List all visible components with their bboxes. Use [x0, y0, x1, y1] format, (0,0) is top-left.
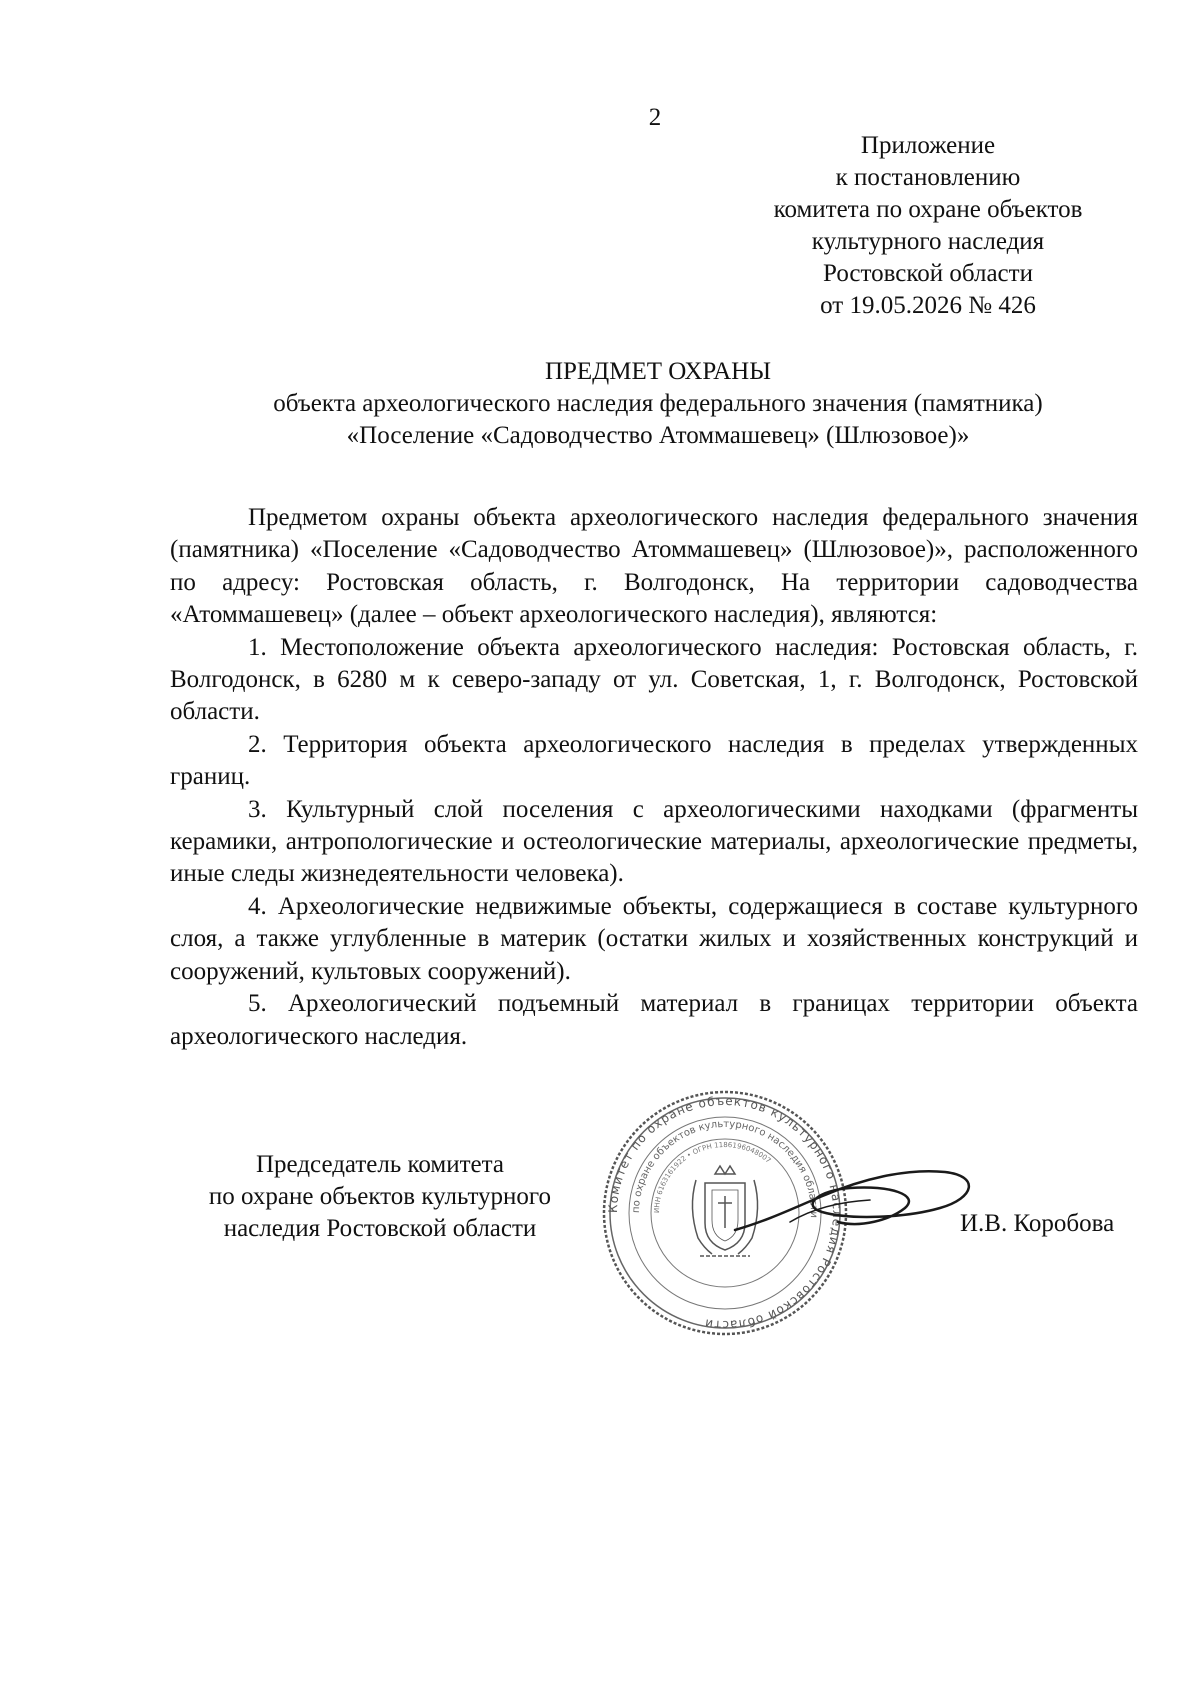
appendix-block [748, 130, 1108, 322]
signatory-position-line: по охране объектов культурного [208, 1183, 552, 1210]
handwritten-signature [730, 1150, 990, 1250]
signatory-position-line: Председатель комитета [256, 1151, 504, 1178]
title-subtitle-line: объекта археологического наследия федерального значения (памятника) [273, 390, 1043, 417]
body-intro-paragraph: Предметом охраны объекта археологического наследия федерального значения (памятника) «Поселение «Садоводчество Атоммашевец» (Шлюзовое)», расположенного по адресу: Ростовская область, г. Волгодонск, На территории садоводчества «Атоммашевец» (далее – объект археологического наследия), являются: [170, 504, 1138, 629]
document-title [170, 356, 1146, 452]
appendix-line: Ростовской области [823, 260, 1033, 287]
appendix-date-line: от 19.05.2026 № 426 [820, 292, 1036, 319]
title-subtitle-line: «Поселение «Садоводчество Атоммашевец» (Шлюзовое)» [346, 422, 970, 449]
appendix-line: культурного наследия [811, 228, 1045, 255]
body-list-item: 4. Археологические недвижимые объекты, содержащиеся в составе культурного слоя, а также углубленные в материк (остатки жилых и хозяйственных конструкций и сооружений, культовых сооружений). [170, 892, 1138, 985]
appendix-line: к постановлению [835, 164, 1021, 191]
signatory-position-line: наследия Ростовской области [223, 1215, 537, 1242]
stamp-inner-text: по охране объектов культурного наследия области [630, 1118, 820, 1218]
body-list-item: 5. Археологический подъемный материал в границах территории объекта археологического наследия. [170, 990, 1138, 1050]
signatory-name: И.В. Коробова [960, 1210, 1115, 1237]
appendix-line: комитета по охране объектов [773, 196, 1083, 223]
signatory-position [170, 1149, 590, 1245]
body-list-item: 2. Территория объекта археологического наследия в пределах утвержденных границ. [170, 730, 1138, 791]
stamp-id-text: ИНН 6163161922 • ОГРН 1186196048007 [652, 1140, 773, 1214]
body-list-item: 1. Местоположение объекта археологического наследия: Ростовская область, г. Волгодонск, в 6280 м к северо-западу от ул. Советская, 1, г. Волгодонск, Ростовской области. [170, 633, 1138, 726]
appendix-line: Приложение [860, 132, 996, 159]
body-list-item: 3. Культурный слой поселения с археологическими находками (фрагменты керамики, антропологические и остеологические материалы, археологические предметы, иные следы жизнедеятельности человека). [170, 795, 1138, 888]
page-number: 2 [648, 104, 662, 131]
document-body [170, 502, 1138, 1053]
stamp-outer-text: Комитет по охране объектов культурного наследия Ростовской области [605, 1093, 845, 1333]
title-heading: ПРЕДМЕТ ОХРАНЫ [544, 358, 772, 385]
